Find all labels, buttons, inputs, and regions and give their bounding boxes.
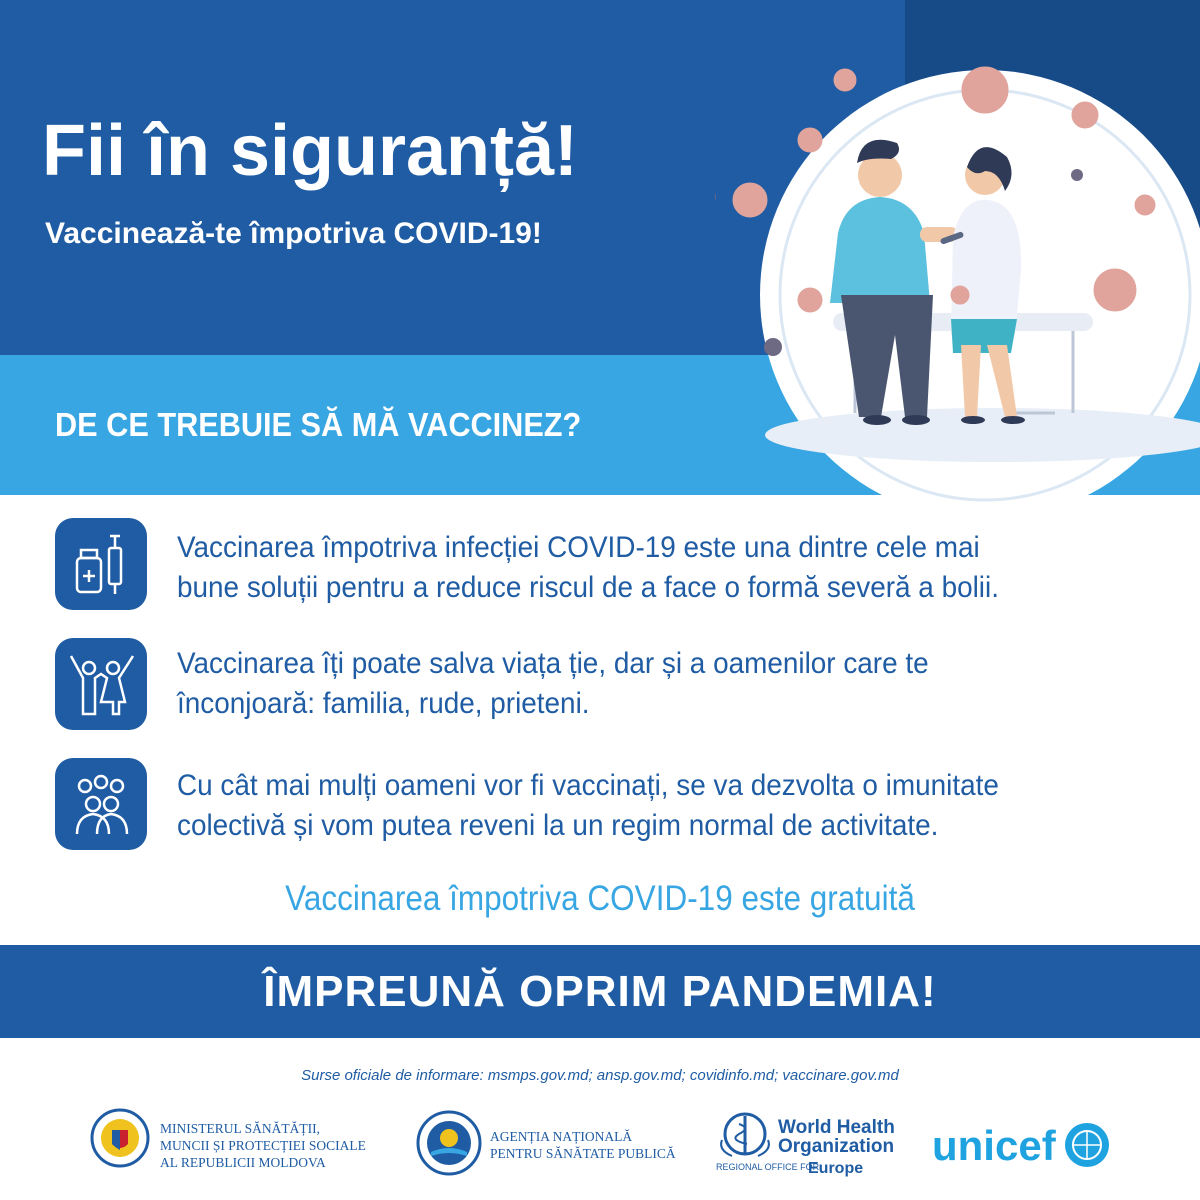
slogan-text: ÎMPREUNĂ OPRIM PANDEMIA! (263, 967, 937, 1016)
question-heading: DE CE TREBUIE SĂ MĂ VACCINEZ? (55, 406, 582, 443)
page-title: Fii în siguranță! (42, 111, 579, 191)
agency-name: AGENȚIA NAȚIONALĂ PENTRU SĂNĂTATE PUBLICĂ (490, 1129, 676, 1161)
sources-note: Surse oficiale de informare: msmps.gov.md; ansp.gov.md; covidinfo.md; vaccinare.gov.md (301, 1067, 899, 1084)
who-name: World Health Organization (778, 1117, 895, 1157)
vaccine-vial-icon (55, 518, 147, 610)
page-subtitle: Vaccinează-te împotriva COVID-19! (45, 217, 542, 250)
reason-text-1: Vaccinarea împotriva infecției COVID-19 este una dintre cele mai bune soluții pentru a reduce riscul de a face o formă severă a bolii. (177, 531, 999, 604)
vaccination-illustration (715, 45, 1200, 505)
unicef-wordmark: unicef (932, 1122, 1056, 1169)
community-icon (55, 758, 147, 850)
ministry-seal-logo (90, 1108, 150, 1168)
who-regional-label: REGIONAL OFFICE FOR (716, 1162, 820, 1172)
reason-text-2: Vaccinarea îți poate salva viața ție, dar și a oamenilor care te înconjoară: familia, rude, prieteni. (177, 647, 929, 720)
reason-text-3: Cu cât mai mulți oameni vor fi vaccinați, se va dezvolta o imunitate colectivă și vom putea reveni la un regim normal de activitate. (177, 769, 999, 842)
agency-seal-logo (416, 1110, 482, 1176)
unicef-emblem-icon (1062, 1120, 1112, 1170)
ministry-name: MINISTERUL SĂNĂTĂȚII, MUNCII ȘI PROTECȚIEI SOCIALE AL REPUBLICII MOLDOVA (160, 1121, 366, 1170)
free-vaccination-note: Vaccinarea împotriva COVID-19 este gratuită (285, 879, 915, 918)
who-region: Europe (808, 1160, 864, 1177)
family-icon (55, 638, 147, 730)
who-emblem-logo (716, 1110, 774, 1160)
